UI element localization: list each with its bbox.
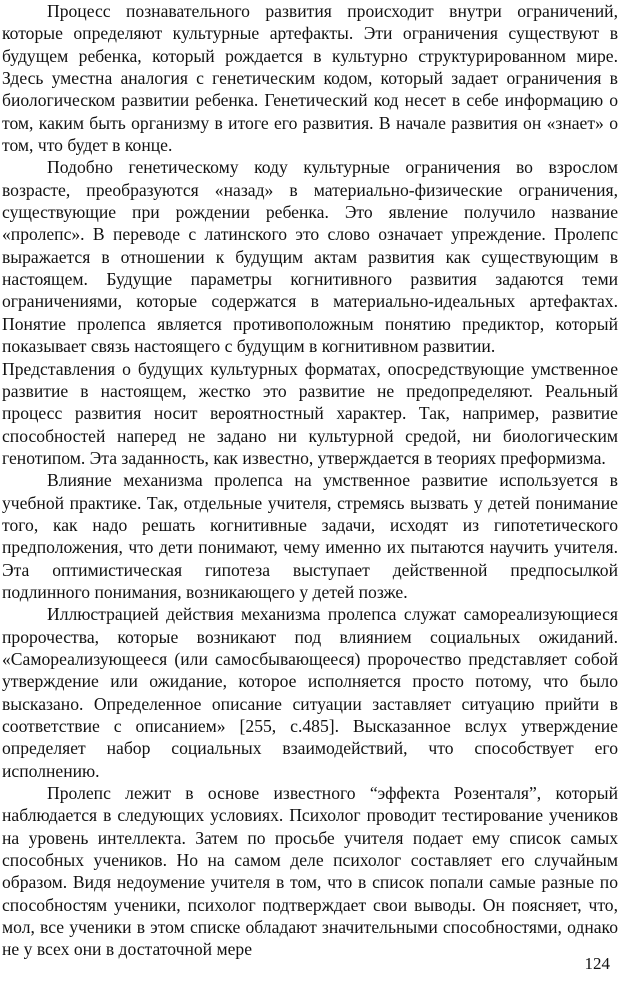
paragraph-self-fulfilling-prophecy: Иллюстрацией действия механизма пролепса служат самореализующиеся пророчества, которые возникают под влиянием социальных ожиданий. «Самореализующееся (или самосбывающееся) пророчество представляет собой утверждение или ожидание, которое исполняется просто потому, что было высказано. Определенное описание ситуации заставляет ситуацию прийти в соответствие с описанием» [255, с.485]. Высказанное вслух утверждение определяет набор социальных взаимодействий, что способствует его исполнению.: [2, 604, 618, 781]
paragraph-genetic-code-analogy: Подобно генетическому коду культурные ограничения во взрослом возрасте, преобразуются «назад» в материально-физические ограничения, существующие при рождении ребенка. Это явление получило название «пролепс». В переводе с латинского это слово означает упреждение. Пролепс выражается в отношении к будущим актам развития как существующим в настоящем. Будущие параметры когнитивного развития задаются теми ограничениями, которые содержатся в материально-идеальных артефактах. Понятие пролепса является противоположным понятию предиктор, который показывает связь настоящего с будущим в когнитивном развитии.: [2, 157, 618, 357]
page-number: 124: [584, 954, 610, 973]
paragraph-educational-practice: Влияние механизма пролепса на умственное развитие используется в учебной практике. Так, отдельные учителя, стремясь вызвать у детей понимание того, как надо решать когнитивные задачи, исходят из гипотетического предположения, что дети понимают, чему именно их пытаются научить учителя. Эта оптимистическая гипотеза выступает действенной предпосылкой подлинного понимания, возникающего у детей позже.: [2, 470, 618, 602]
paragraph-cognitive-development: Процесс познавательного развития происходит внутри ограничений, которые определяют культурные артефакты. Эти ограничения существуют в будущем ребенка, который рождается в культурно структурированном мире. Здесь уместна аналогия с генетическим кодом, который задает ограничения в биологическом развитии ребенка. Генетический код несет в себе информацию о том, каким быть организму в итоге его развития. В начале развития он «знает» о том, что будет в конце.: [2, 1, 618, 156]
paragraph-rosenthal-effect: Пролепс лежит в основе известного “эффекта Розенталя”, который наблюдается в следующих условиях. Психолог проводит тестирование учеников на уровень интеллекта. Затем по просьбе учителя подает ему список самых способных учеников. Но на самом деле психолог составляет его случайным образом. Видя недоумение учителя в том, что в список попали самые разные по способностям ученики, психолог подтверждает свои выводы. Он поясняет, что, мол, все ученики в этом списке обладают значительными способностями, однако не у всех они в достаточной мере: [2, 783, 618, 960]
paragraph-future-formats: Представления о будущих культурных форматах, опосредствующие умственное развитие в настоящем, жестко это развитие не предопределяют. Реальный процесс развития носит вероятностный характер. Так, например, развитие способностей наперед не задано ни культурной средой, ни биологическим генотипом. Эта заданность, как известно, утверждается в теориях преформизма.: [2, 358, 618, 468]
body-text: [2, 0, 618, 961]
